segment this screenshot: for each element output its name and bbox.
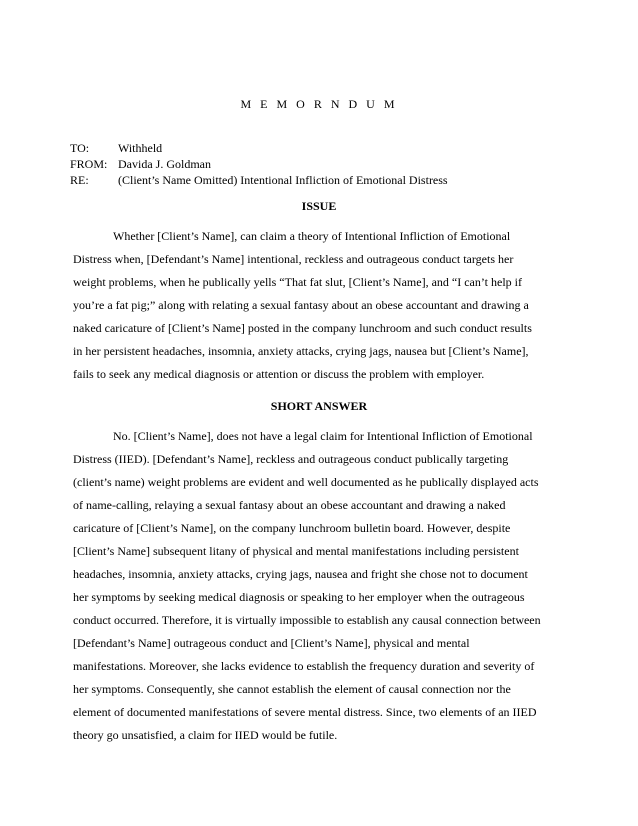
- paragraph-line: (client’s name) weight problems are evident and well documented as he publically displayed acts: [73, 475, 539, 489]
- paragraph-line: element of documented manifestations of severe mental distress. Since, two elements of an IIED: [73, 705, 537, 719]
- memo-title: M E M O R N D U M: [240, 97, 398, 111]
- paragraph-line: naked caricature of [Client’s Name] posted in the company lunchroom and such conduct results: [73, 321, 532, 335]
- header-re-label: RE:: [70, 173, 89, 187]
- paragraph-line: conduct occurred. Therefore, it is virtually impossible to establish any causal connection between: [73, 613, 541, 627]
- paragraph-line: Distress when, [Defendant’s Name] intentional, reckless and outrageous conduct targets her: [73, 252, 514, 266]
- short-answer-heading: SHORT ANSWER: [270, 399, 368, 413]
- paragraph-line: you’re a fat pig;” along with relating a sexual fantasy about an obese accountant and drawing a: [73, 298, 529, 312]
- paragraph-line: Distress (IIED). [Defendant’s Name], reckless and outrageous conduct publically targeting: [73, 452, 509, 466]
- paragraph-line: her symptoms. Consequently, she cannot establish the element of causal connection nor the: [73, 682, 511, 696]
- header-re-row: [70, 172, 448, 188]
- paragraph-line: in her persistent headaches, insomnia, anxiety attacks, crying jags, nausea but [Client’s Name],: [73, 344, 529, 358]
- short-answer-paragraph: [73, 425, 573, 747]
- header-from-label: FROM:: [70, 157, 108, 171]
- paragraph-line: fails to seek any medical diagnosis or attention or discuss the problem with employer.: [73, 367, 485, 381]
- paragraph-line: weight problems, when he publically yells “That fat slut, [Client’s Name], and “I can’t help if: [73, 275, 522, 289]
- paragraph-line: of name-calling, relaying a sexual fantasy about an obese accountant and drawing a naked: [73, 498, 506, 512]
- paragraph-line: [Defendant’s Name] outrageous conduct and [Client’s Name], physical and mental: [73, 636, 470, 650]
- memo-header: [70, 140, 448, 188]
- header-re-value: (Client’s Name Omitted) Intentional Infliction of Emotional Distress: [118, 173, 448, 187]
- header-to-label: TO:: [70, 141, 90, 155]
- paragraph-line: Whether [Client’s Name], can claim a theory of Intentional Infliction of Emotional: [113, 229, 511, 243]
- header-to-row: [70, 140, 448, 156]
- issue-heading: ISSUE: [301, 199, 337, 213]
- header-from-row: [70, 156, 448, 172]
- paragraph-line: theory go unsatisfied, a claim for IIED would be futile.: [73, 728, 338, 742]
- paragraph-line: her symptoms by seeking medical diagnosis or speaking to her employer when the outrageous: [73, 590, 525, 604]
- header-to-value: Withheld: [118, 141, 163, 155]
- paragraph-line: No. [Client’s Name], does not have a legal claim for Intentional Infliction of Emotional: [113, 429, 533, 443]
- header-from-value: Davida J. Goldman: [118, 157, 211, 171]
- paragraph-line: caricature of [Client’s Name], on the company lunchroom bulletin board. However, despite: [73, 521, 511, 535]
- paragraph-line: [Client’s Name] subsequent litany of physical and mental manifestations including persistent: [73, 544, 519, 558]
- paragraph-line: headaches, insomnia, anxiety attacks, crying jags, nausea and fright she chose not to document: [73, 567, 528, 581]
- paragraph-line: manifestations. Moreover, she lacks evidence to establish the frequency duration and severity of: [73, 659, 535, 673]
- issue-paragraph: [73, 225, 573, 386]
